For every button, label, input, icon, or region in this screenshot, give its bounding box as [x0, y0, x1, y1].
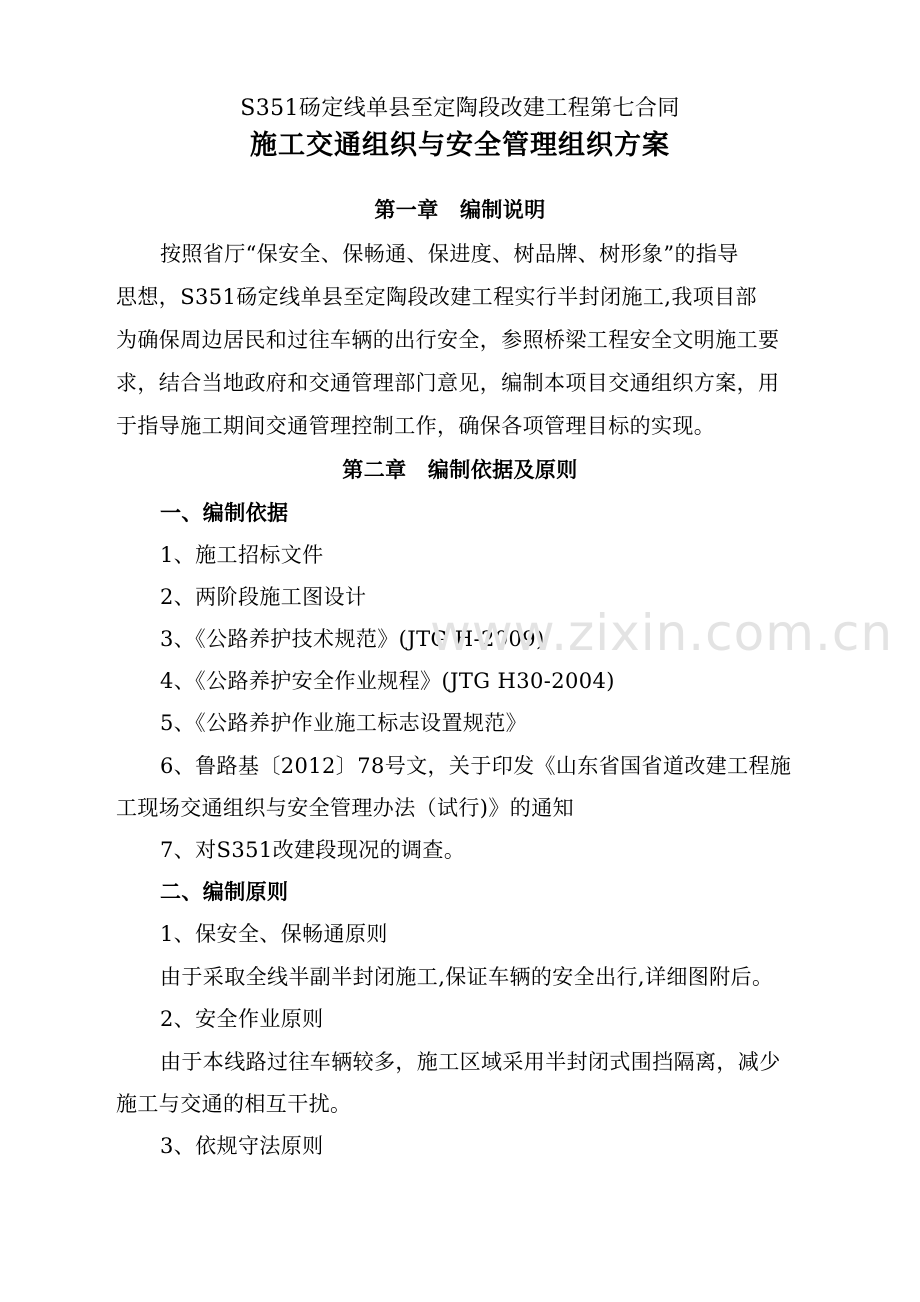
- paragraph-line: 2、安全作业原则: [160, 1007, 324, 1031]
- paragraph-line: 由于本线路过往车辆较多，施工区域采用半封闭式围挡隔离，减少: [160, 1050, 781, 1074]
- section-heading: 一、编制依据: [160, 500, 289, 525]
- paragraph-line: 3、依规守法原则: [160, 1134, 324, 1158]
- chapter-1-title: 第一章 编制说明: [374, 197, 546, 222]
- paragraph-line: 按照省厅“保安全、保畅通、保进度、树品牌、树形象”的指导: [160, 242, 739, 266]
- list-item: 1、施工招标文件: [160, 543, 324, 567]
- document-subtitle: S351砀定线单县至定陶段改建工程第七合同: [240, 96, 680, 121]
- list-item: 5、《公路养护作业施工标志设置规范》: [160, 711, 528, 735]
- paragraph-line: 求，结合当地政府和交通管理部门意见，编制本项目交通组织方案，用: [116, 371, 780, 395]
- paragraph-line: 施工与交通的相互干扰。: [116, 1092, 352, 1116]
- list-item: 7、对S351改建段现况的调查。: [160, 838, 466, 862]
- paragraph-line: 1、保安全、保畅通原则: [160, 922, 388, 946]
- list-item: 3、《公路养护技术规范》(JTG H-2009): [160, 627, 545, 651]
- list-item: 4、《公路养护安全作业规程》(JTG H30-2004): [160, 669, 615, 693]
- list-item: 6、鲁路基〔2012〕78号文，关于印发《山东省国省道改建工程施: [160, 754, 792, 778]
- paragraph-line: 思想，S351砀定线单县至定陶段改建工程实行半封闭施工,我项目部: [116, 285, 757, 309]
- watermark: www.zixin.com.cn: [430, 604, 894, 662]
- paragraph-line: 由于采取全线半副半封闭施工,保证车辆的安全出行,详细图附后。: [160, 965, 774, 989]
- paragraph-line: 于指导施工期间交通管理控制工作，确保各项管理目标的实现。: [116, 414, 716, 438]
- document-title: 施工交通组织与安全管理组织方案: [250, 130, 670, 161]
- chapter-2-title: 第二章 编制依据及原则: [342, 457, 578, 482]
- section-heading: 二、编制原则: [160, 879, 289, 904]
- list-item: 2、两阶段施工图设计: [160, 585, 367, 609]
- list-item: 工现场交通组织与安全管理办法（试行)》的通知: [116, 796, 574, 820]
- paragraph-line: 为确保周边居民和过往车辆的出行安全，参照桥梁工程安全文明施工要: [116, 328, 780, 352]
